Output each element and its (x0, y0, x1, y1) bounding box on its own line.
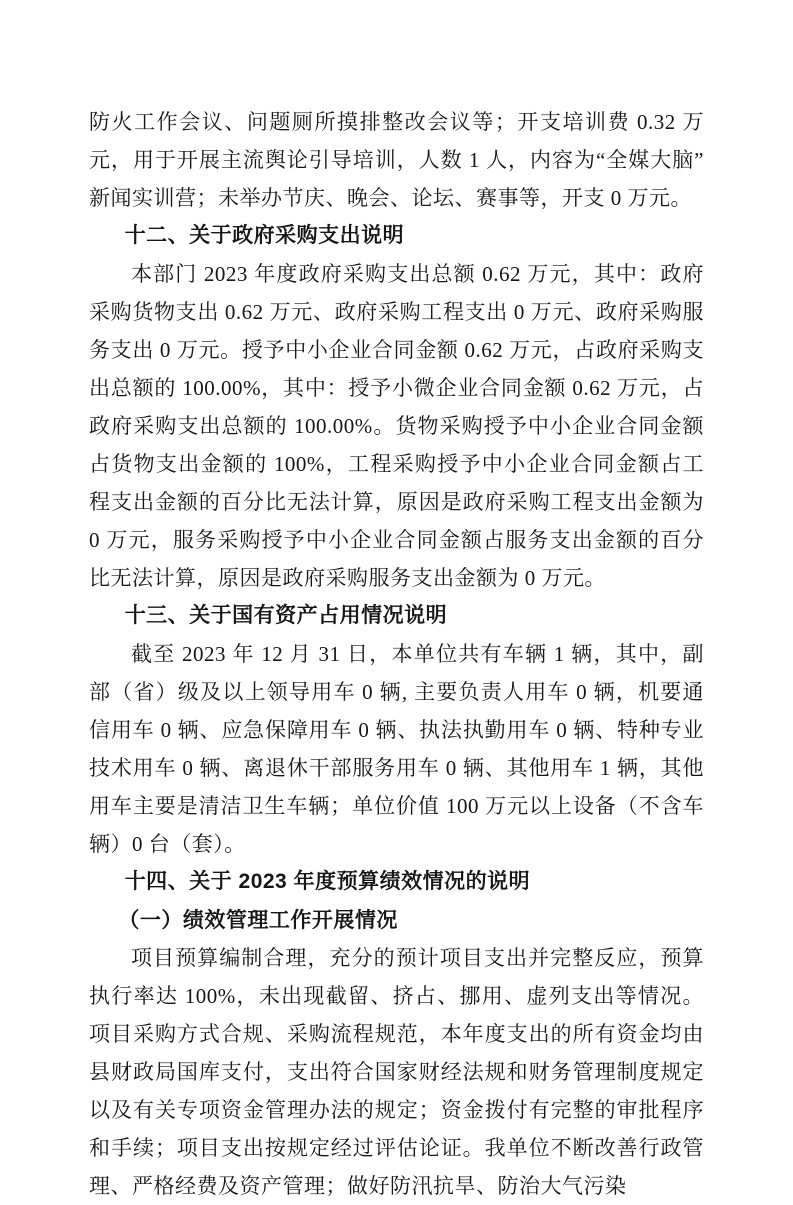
body-paragraph: 截至 2023 年 12 月 31 日，本单位共有车辆 1 辆，其中，副部（省）级及以上领导用车 0 辆, 主要负责人用车 0 辆，机要通信用车 0 辆、应急保障用车 0 辆、执法执勤用车 0 辆、特种专业技术用车 0 辆、离退休干部服务用车 0 辆、其他用车 1 辆，其他用车主要是清洁卫生车辆；单位价值 100 万元以上设备（不含车辆）0 台（套）。 (89, 642, 704, 856)
body-paragraph: 项目预算编制合理，充分的预计项目支出并完整反应，预算执行率达 100%，未出现截留、挤占、挪用、虚列支出等情况。项目采购方式合规、采购流程规范，本年度支出的所有资金均由县财政局国库支付，支出符合国家财经法规和财务管理制度规定以及有关专项资金管理办法的规定；资金拨付有完整的审批程序和手续；项目支出按规定经过评估论证。我单位不断改善行政管理、严格经费及资产管理；做好防汛抗旱、防治大气污染 (89, 946, 704, 1198)
section-heading: 十二、关于政府采购支出说明 (124, 224, 405, 247)
section-heading: 十四、关于 2023 年度预算绩效情况的说明 (124, 870, 531, 893)
sub-section-heading: （一）绩效管理工作开展情况 (118, 908, 398, 932)
section-heading: 十三、关于国有资产占用情况说明 (124, 604, 448, 627)
body-paragraph: 本部门 2023 年度政府采购支出总额 0.62 万元，其中：政府采购货物支出 0.62 万元、政府采购工程支出 0 万元、政府采购服务支出 0 万元。授予中小企业合同金额 0.62 万元，占政府采购支出总额的 100.00%，其中：授予小微企业合同金额 0.62 万元，占政府采购支出总额的 100.00%。货物采购授予中小企业合同金额占货物支出金额的 100%，工程采购授予中小企业合同金额占工程支出金额的百分比无法计算，原因是政府采购工程支出金额为 0 万元，服务采购授予中小企业合同金额占服务支出金额的百分比无法计算，原因是政府采购服务支出金额为 0 万元。 (89, 262, 704, 590)
body-paragraph: 防火工作会议、问题厕所摸排整改会议等；开支培训费 0.32 万元，用于开展主流舆论引导培训，人数 1 人，内容为“全媒大脑”新闻实训营；未举办节庆、晚会、论坛、赛事等，开支 0 万元。 (89, 110, 704, 210)
